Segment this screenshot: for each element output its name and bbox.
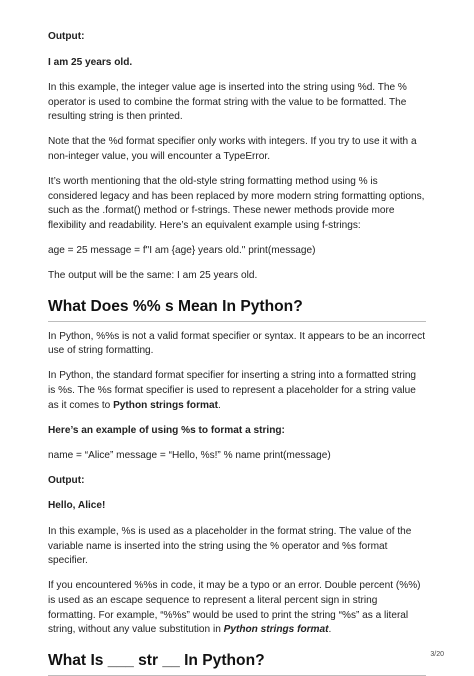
paragraph-output-same: The output will be the same: I am 25 years old. — [48, 270, 258, 282]
paragraph-standard-specifier — [48, 369, 426, 413]
bold-link-text: Python strings format — [113, 399, 218, 411]
output-label: Output: — [48, 474, 85, 486]
paragraph-text: In Python, the standard format specifier for inserting a string into a formatted string is %s. The %s format specifier is used to represent a placeholder for a string value as it comes to — [48, 370, 417, 411]
paragraph-double-percent — [48, 579, 426, 637]
page-number: 3/20 — [430, 651, 444, 658]
bold-italic-text: Python strings format — [223, 624, 329, 636]
paragraph-legacy-formatting: It’s worth mentioning that the old-style string formatting method using % is considered legacy and has been replaced by more modern string formatting options, such as the .format() method or f-strings. These newer methods provide more flexibility and readability. Here’s an equivalent example using f-strings: — [48, 176, 425, 231]
section-heading-percent-s: What Does %% s Mean In Python? — [48, 298, 426, 322]
example-heading: Here’s an example of using %s to format a string: — [48, 424, 285, 436]
output-value: I am 25 years old. — [48, 56, 133, 68]
paragraph-invalid-specifier: In Python, %%s is not a valid format specifier or syntax. It appears to be an incorrect use of string formatting. — [48, 330, 426, 357]
code-fstring-example: age = 25 message = f"I am {age} years old." print(message) — [48, 245, 316, 257]
paragraph-text: If you encountered %%s in code, it may be a typo or an error. Double percent (%%) is used as an escape sequence to represent a literal percent sign in string formatting. For example, “%%s” would be used to print the string “%s” as a literal string, without any value substitution in — [48, 580, 421, 636]
code-percent-s-example: name = “Alice” message = “Hello, %s!” % name print(message) — [48, 449, 331, 461]
paragraph-placeholder-explanation: In this example, %s is used as a placeholder in the format string. The value of the variable name is inserted into the string using the % operator and %s format specifier. — [48, 526, 412, 567]
section-heading-str: What Is ___ str __ In Python? — [48, 652, 426, 676]
paragraph-d-specifier-note: Note that the %d format specifier only works with integers. If you try to use it with a non-integer value, you will encounter a TypeError. — [48, 136, 417, 163]
document-page — [48, 30, 426, 676]
paragraph-text-end: . — [217, 399, 221, 411]
paragraph-text-end: . — [328, 624, 332, 636]
output-value: Hello, Alice! — [48, 500, 106, 512]
output-label: Output: — [48, 31, 85, 42]
paragraph-example-explanation: In this example, the integer value age is inserted into the string using %d. The % operator is used to combine the format string with the value to be formatted. The resulting string is then printed. — [48, 82, 407, 123]
